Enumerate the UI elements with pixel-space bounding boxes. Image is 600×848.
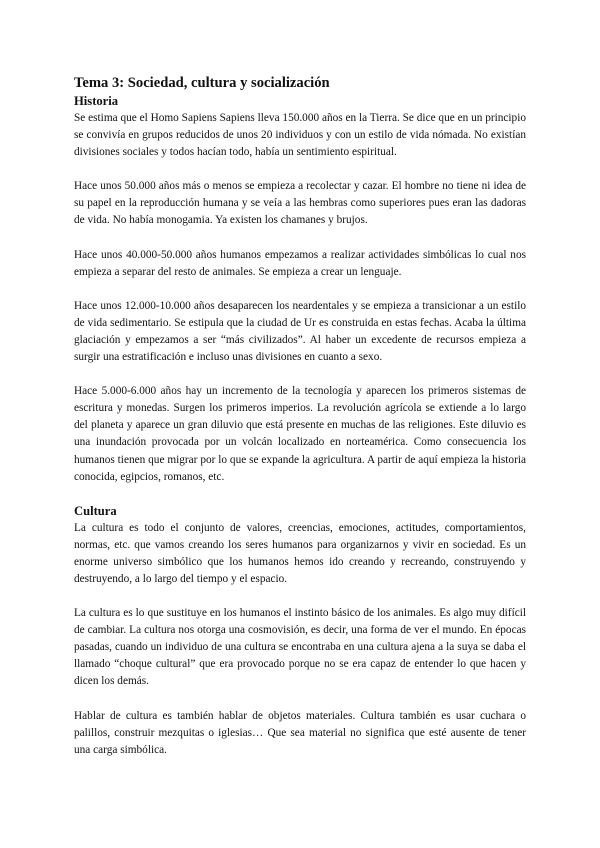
- section-cultura: [74, 503, 526, 759]
- paragraph: Hace unos 40.000-50.000 años humanos empezamos a realizar actividades simbólicas lo cual nos empieza a separar del resto de animales. Se empieza a crear un lenguaje.: [74, 248, 526, 278]
- section-heading-cultura: Cultura: [74, 503, 117, 518]
- paragraph: Hablar de cultura es también hablar de objetos materiales. Cultura también es usar cuchara o palillos, construir mezquitas o iglesias… Que sea material no significa que esté ausente de tener una carga simbólica.: [74, 709, 526, 756]
- paragraph: Hace unos 50.000 años más o menos se empieza a recolectar y cazar. El hombre no tiene ni idea de su papel en la reproducción humana y se veía a las hembras como superiores pues eran las dadoras de vida. No había monogamia. Ya existen los chamanes y brujos.: [74, 180, 526, 227]
- paragraph: La cultura es lo que sustituye en los humanos el instinto básico de los animales. Es algo muy difícil de cambiar. La cultura nos otorga una cosmovisión, es decir, una forma de ver el mundo. En épocas pasadas, cuando un individuo de una cultura se encontraba en una cultura ajena a la suya se daba el llamado “choque cultural” que era provocado porque no se era capaz de entender lo que hacen y dicen los demás.: [74, 607, 526, 688]
- paragraph: La cultura es todo el conjunto de valores, creencias, emociones, actitudes, comportamientos, normas, etc. que vamos creando los seres humanos para organizarnos y vivir en sociedad. Es un enorme universo simbólico que los humanos hemos ido creando y recreando, construyendo y destruyendo, a lo largo del tiempo y el espacio.: [74, 521, 526, 585]
- section-heading-historia: Historia: [74, 94, 119, 108]
- paragraph: Se estima que el Homo Sapiens Sapiens lleva 150.000 años en la Tierra. Se dice que en un principio se convivía en grupos reducidos de unos 20 individuos y con un estilo de vida nómada. No existían divisiones sociales y todos hacían todo, había un sentimiento espiritual.: [74, 112, 526, 159]
- paragraph: Hace 5.000-6.000 años hay un incremento de la tecnología y aparecen los primeros sistemas de escritura y monedas. Surgen los primeros imperios. La revolución agrícola se extiende a lo largo del planeta y aparece un gran diluvio que está presente en muchas de las religiones. Este diluvio es una inundación provocada por un volcán localizado en norteamérica. Como consecuencia los humanos tienen que migrar por lo que se expande la agricultura. A partir de aquí empieza la historia conocida, egipcios, romanos, etc.: [74, 385, 526, 483]
- document-title: Tema 3: Sociedad, cultura y socialización: [74, 75, 330, 91]
- section-historia: [74, 93, 526, 486]
- paragraph: Hace unos 12.000-10.000 años desaparecen los neardentales y se empieza a transicionar a un estilo de vida sedimentario. Se estipula que la ciudad de Ur es construida en estas fechas. Acaba la última glaciación y empezamos a ser “más civilizados”. Al haber un excedente de recursos empieza a surgir una estratificación e incluso unas divisiones en cuanto a sexo.: [74, 299, 526, 364]
